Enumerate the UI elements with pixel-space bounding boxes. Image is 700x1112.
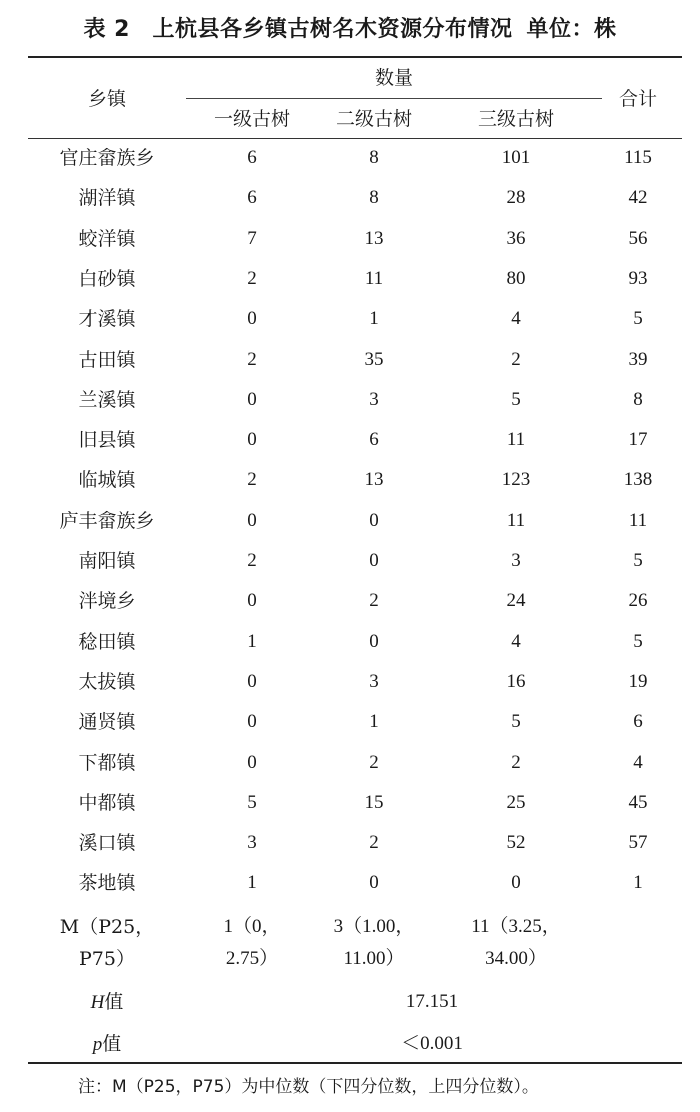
p-suffix: 值 — [102, 1033, 122, 1055]
cell-grade2: 3 — [369, 671, 379, 692]
median-g2-line1: 3（1.00， — [333, 916, 415, 937]
cell-total: 5 — [633, 631, 643, 652]
cell-total: 93 — [628, 268, 648, 289]
cell-total: 115 — [624, 147, 652, 168]
top-rule — [28, 56, 682, 58]
cell-grade3: 5 — [511, 389, 521, 410]
cell-total: 8 — [633, 389, 643, 410]
cell-town: 泮境乡 — [78, 590, 136, 612]
header-grade1: 一级古树 — [213, 108, 291, 130]
cell-total: 5 — [633, 308, 643, 329]
cell-total: 5 — [633, 550, 643, 571]
p-row-label — [93, 1032, 122, 1057]
h-symbol: H — [90, 992, 105, 1013]
cell-grade1: 0 — [247, 671, 257, 692]
cell-grade2: 0 — [369, 550, 379, 571]
table-title — [0, 12, 700, 43]
cell-grade3: 25 — [506, 792, 526, 813]
cell-grade1: 6 — [247, 147, 257, 168]
cell-town: 下都镇 — [78, 752, 136, 774]
h-row-label — [91, 990, 124, 1015]
cell-grade1: 0 — [247, 752, 257, 773]
cell-town: 湖洋镇 — [78, 187, 136, 209]
cell-grade3: 24 — [506, 590, 526, 611]
cell-grade1: 6 — [247, 187, 257, 208]
median-label-line1: M（P25， — [59, 916, 155, 938]
cell-grade2: 8 — [369, 147, 379, 168]
header-grade3: 三级古树 — [477, 108, 555, 130]
cell-total: 4 — [633, 752, 643, 773]
cell-total: 26 — [628, 590, 648, 611]
cell-grade2: 3 — [369, 389, 379, 410]
cell-grade3: 0 — [511, 872, 521, 893]
cell-town: 溪口镇 — [78, 832, 136, 854]
header-grade2: 二级古树 — [335, 108, 413, 130]
cell-town: 南阳镇 — [78, 550, 136, 572]
header-count: 数量 — [374, 67, 414, 89]
cell-grade1: 1 — [247, 872, 257, 893]
cell-grade3: 4 — [511, 631, 521, 652]
cell-town: 稔田镇 — [78, 631, 136, 653]
cell-total: 45 — [628, 792, 648, 813]
cell-grade3: 101 — [501, 147, 531, 168]
cell-total: 11 — [628, 510, 648, 531]
cell-total: 39 — [628, 349, 648, 370]
median-g3-line2: 34.00） — [485, 948, 547, 969]
cell-grade3: 11 — [506, 429, 526, 450]
cell-grade1: 0 — [247, 429, 257, 450]
cell-grade2: 13 — [364, 469, 384, 490]
median-label-line2: P75） — [79, 948, 135, 970]
p-symbol: p — [92, 1034, 103, 1055]
cell-grade2: 11 — [364, 268, 384, 289]
table-unit: 单位：株 — [526, 17, 617, 42]
header-total: 合计 — [618, 88, 658, 110]
header-town: 乡镇 — [87, 88, 127, 110]
cell-grade3: 3 — [511, 550, 521, 571]
cell-town: 才溪镇 — [78, 308, 136, 330]
cell-town: 临城镇 — [78, 469, 136, 491]
cell-town: 庐丰畲族乡 — [59, 510, 155, 532]
cell-grade3: 2 — [511, 752, 521, 773]
cell-grade3: 2 — [511, 349, 521, 370]
cell-grade1: 2 — [247, 268, 257, 289]
cell-grade3: 80 — [506, 268, 526, 289]
cell-grade2: 2 — [369, 752, 379, 773]
cell-grade1: 5 — [247, 792, 257, 813]
cell-grade2: 0 — [369, 510, 379, 531]
cell-total: 138 — [623, 469, 653, 490]
cell-total: 42 — [628, 187, 648, 208]
cell-grade1: 2 — [247, 550, 257, 571]
cell-grade2: 1 — [369, 308, 379, 329]
cell-grade2: 1 — [369, 711, 379, 732]
median-g1-line2: 2.75） — [225, 948, 279, 969]
cell-grade1: 0 — [247, 510, 257, 531]
cell-grade2: 2 — [369, 590, 379, 611]
cell-grade2: 13 — [364, 228, 384, 249]
h-suffix: 值 — [104, 991, 124, 1013]
cell-grade1: 0 — [247, 389, 257, 410]
cell-total: 57 — [628, 832, 648, 853]
cell-town: 茶地镇 — [78, 872, 136, 894]
cell-grade1: 0 — [247, 308, 257, 329]
cell-grade2: 15 — [364, 792, 384, 813]
cell-grade2: 8 — [369, 187, 379, 208]
header-sub-rule — [186, 98, 602, 99]
h-value: 17.151 — [405, 991, 459, 1012]
cell-grade1: 3 — [247, 832, 257, 853]
table-title-text: 表 2 上杭县各乡镇古树名木资源分布情况 — [83, 17, 513, 42]
cell-grade2: 0 — [369, 872, 379, 893]
cell-total: 6 — [633, 711, 643, 732]
cell-town: 古田镇 — [78, 349, 136, 371]
cell-grade3: 16 — [506, 671, 526, 692]
cell-town: 通贤镇 — [78, 711, 136, 733]
cell-grade3: 36 — [506, 228, 526, 249]
cell-total: 56 — [628, 228, 648, 249]
cell-grade1: 7 — [247, 228, 257, 249]
cell-town: 中都镇 — [78, 792, 136, 814]
cell-total: 1 — [633, 872, 643, 893]
cell-grade3: 5 — [511, 711, 521, 732]
cell-grade2: 2 — [369, 832, 379, 853]
header-rule — [28, 138, 682, 139]
cell-grade3: 11 — [506, 510, 526, 531]
cell-grade1: 1 — [247, 631, 257, 652]
cell-town: 太拔镇 — [78, 671, 136, 693]
cell-grade1: 0 — [247, 590, 257, 611]
median-g1-line1: 1（0， — [223, 916, 281, 937]
cell-grade2: 0 — [369, 631, 379, 652]
cell-total: 17 — [628, 429, 648, 450]
cell-town: 旧县镇 — [78, 429, 136, 451]
cell-grade2: 6 — [369, 429, 379, 450]
cell-grade1: 0 — [247, 711, 257, 732]
cell-grade3: 4 — [511, 308, 521, 329]
cell-grade1: 2 — [247, 469, 257, 490]
p-value: ＜0.001 — [401, 1033, 463, 1054]
cell-total: 19 — [628, 671, 648, 692]
median-g3-line1: 11（3.25， — [471, 916, 561, 937]
cell-grade3: 28 — [506, 187, 526, 208]
cell-town: 兰溪镇 — [78, 389, 136, 411]
median-g2-line2: 11.00） — [343, 948, 405, 969]
cell-grade3: 123 — [501, 469, 531, 490]
cell-grade1: 2 — [247, 349, 257, 370]
table-note: 注：M（P25，P75）为中位数（下四分位数，上四分位数）。 — [78, 1077, 539, 1097]
cell-town: 白砂镇 — [78, 268, 136, 290]
cell-grade3: 52 — [506, 832, 526, 853]
cell-town: 蛟洋镇 — [78, 228, 136, 250]
cell-town: 官庄畲族乡 — [59, 147, 155, 169]
cell-grade2: 35 — [364, 349, 384, 370]
bottom-rule — [28, 1062, 682, 1064]
